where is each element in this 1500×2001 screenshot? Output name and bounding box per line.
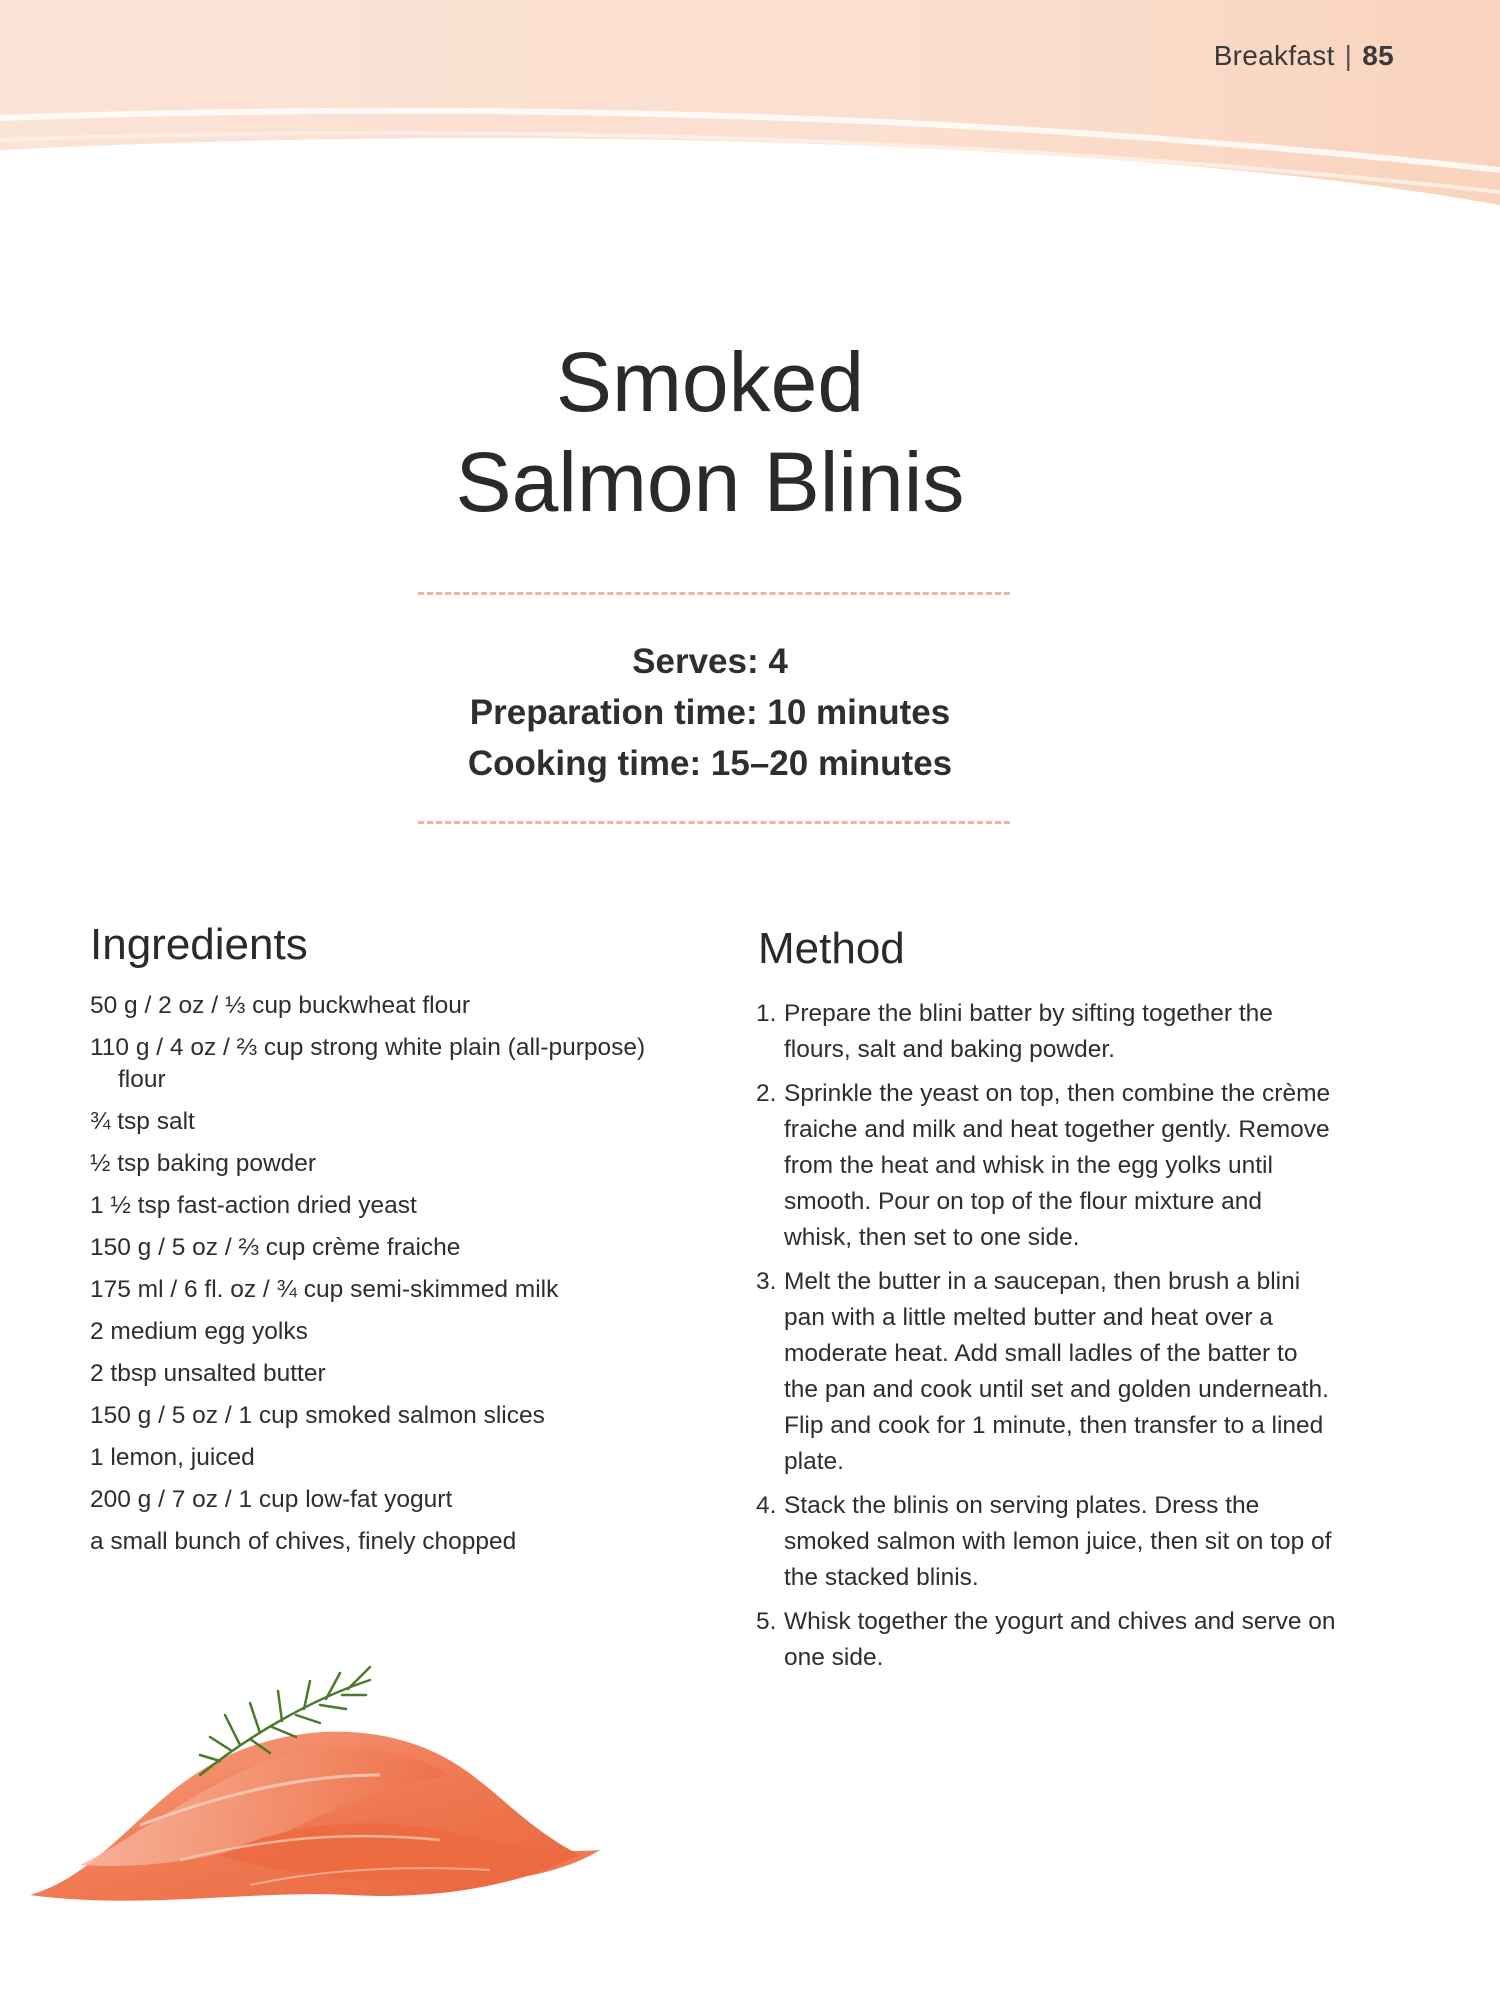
top-divider <box>418 592 1010 595</box>
step-text: Melt the butter in a saucepan, then brush a blini pan with a little melted butter and heat over a moderate heat. Add small ladles of the batter to the pan and cook until set and golden underneath. Flip and cook for 1 minute, then transfer to a lined plate. <box>784 1268 1329 1475</box>
ingredients-list <box>90 990 650 1568</box>
header-separator: | <box>1344 40 1353 71</box>
step-number: 1. <box>756 1000 777 1027</box>
ingredient-item: 175 ml / 6 fl. oz / ¾ cup semi-skimmed milk <box>90 1276 559 1303</box>
serves: Serves: 4 <box>632 642 788 681</box>
method-list <box>756 996 1336 1684</box>
running-head <box>1214 40 1394 72</box>
recipe-title <box>0 332 1420 532</box>
bottom-divider <box>418 821 1010 824</box>
method-step <box>756 1488 1336 1596</box>
cook-time: Cooking time: 15–20 minutes <box>467 744 953 783</box>
step-number: 4. <box>756 1492 777 1519</box>
ingredient-item: a small bunch of chives, finely chopped <box>90 1528 517 1555</box>
header-band <box>0 0 1500 210</box>
ingredient-item: 50 g / 2 oz / ⅓ cup buckwheat flour <box>90 992 470 1019</box>
step-text: Stack the blinis on serving plates. Dress the smoked salmon with lemon juice, then sit on top of the stacked blinis. <box>784 1492 1332 1591</box>
ingredient-item: 200 g / 7 oz / 1 cup low-fat yogurt <box>90 1486 453 1513</box>
method-heading: Method <box>758 924 905 973</box>
step-text: Whisk together the yogurt and chives and serve on one side. <box>784 1608 1336 1671</box>
ingredient-item: 110 g / 4 oz / ⅔ cup strong white plain (all-purpose) flour <box>90 1034 646 1093</box>
recipe-meta <box>0 636 1420 789</box>
ingredient-item: ¾ tsp salt <box>90 1108 195 1135</box>
page-number: 85 <box>1362 40 1394 71</box>
ingredient-item: 2 medium egg yolks <box>90 1318 308 1345</box>
ingredient-item: 2 tbsp unsalted butter <box>90 1360 326 1387</box>
ingredients-heading: Ingredients <box>90 920 308 969</box>
step-text: Prepare the blini batter by sifting together the flours, salt and baking powder. <box>784 1000 1273 1063</box>
ingredient-item: 150 g / 5 oz / ⅔ cup crème fraiche <box>90 1234 461 1261</box>
method-step <box>756 1264 1336 1480</box>
prep-time: Preparation time: 10 minutes <box>469 693 951 732</box>
ingredient-item: ½ tsp baking powder <box>90 1150 317 1177</box>
method-step <box>756 996 1336 1068</box>
ingredient-item: 1 lemon, juiced <box>90 1444 255 1471</box>
step-number: 2. <box>756 1080 777 1107</box>
step-text: Sprinkle the yeast on top, then combine the crème fraiche and milk and heat together gently. Remove from the heat and whisk in the egg yolks until smooth. Pour on top of the flour mixture and whisk, then set to one side. <box>784 1080 1331 1251</box>
smoked-salmon-image <box>20 1625 620 1925</box>
title-line-1: Smoked <box>555 335 865 429</box>
method-step <box>756 1604 1336 1676</box>
step-number: 5. <box>756 1608 777 1635</box>
title-line-2: Salmon Blinis <box>455 435 965 529</box>
method-step <box>756 1076 1336 1256</box>
ingredient-item: 1 ½ tsp fast-action dried yeast <box>90 1192 417 1219</box>
step-number: 3. <box>756 1268 777 1295</box>
ingredient-item: 150 g / 5 oz / 1 cup smoked salmon slices <box>90 1402 545 1429</box>
section-label: Breakfast <box>1213 40 1335 71</box>
